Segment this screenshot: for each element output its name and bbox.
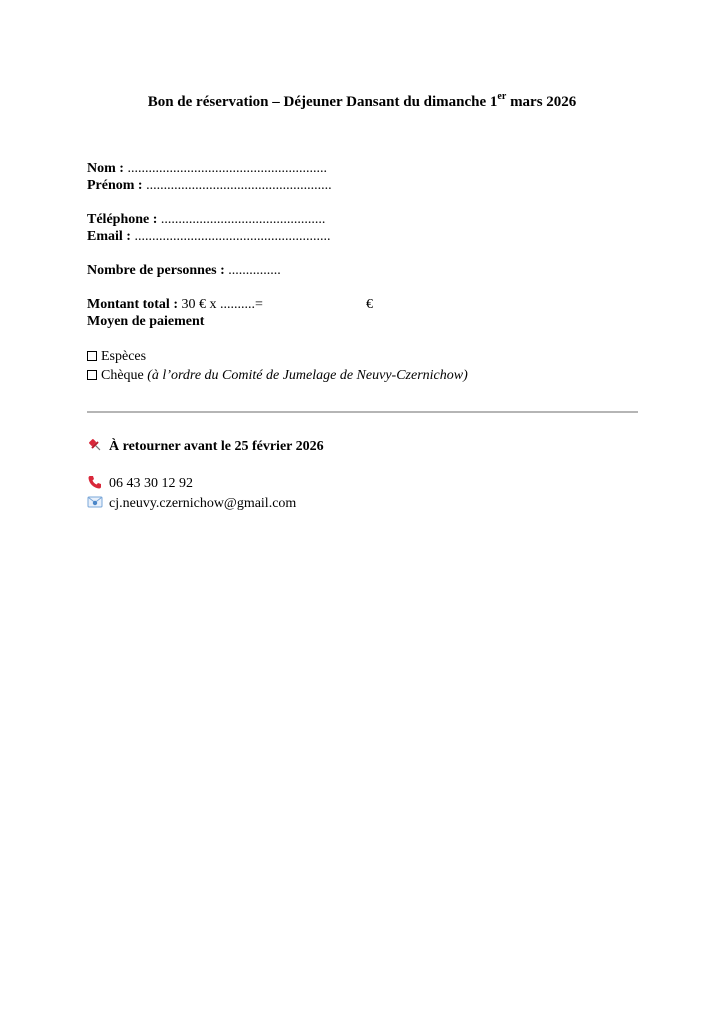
prenom-label: Prénom : (87, 178, 143, 193)
pushpin-icon (87, 437, 103, 453)
telephone-icon (87, 474, 103, 490)
email-line (87, 228, 330, 245)
cheque-option[interactable] (87, 367, 468, 384)
telephone-dots[interactable]: ............................................... (157, 212, 326, 227)
montant-text[interactable]: 30 € x ..........= (178, 297, 263, 312)
deadline-text: À retourner avant le 25 février 2026 (109, 439, 324, 454)
montant-label: Montant total : (87, 297, 178, 312)
divider (87, 411, 638, 413)
especes-option[interactable] (87, 348, 146, 365)
paiement-label: Moyen de paiement (87, 314, 205, 329)
phone-line (87, 474, 193, 492)
title-superscript: er (497, 91, 507, 102)
email-label: Email : (87, 229, 131, 244)
nom-line (87, 160, 327, 177)
email-address[interactable]: cj.neuvy.czernichow@gmail.com (109, 496, 297, 511)
prenom-dots[interactable]: ..................................................... (142, 178, 332, 193)
montant-currency: € (366, 297, 373, 312)
deadline-line (87, 437, 324, 455)
cheque-label: Chèque (101, 368, 144, 383)
montant-line (87, 296, 263, 313)
envelope-icon (87, 494, 103, 510)
nom-label: Nom : (87, 161, 124, 176)
personnes-label: Nombre de personnes : (87, 263, 225, 278)
page-title (0, 88, 724, 112)
telephone-line (87, 211, 325, 228)
personnes-line (87, 262, 281, 279)
phone-number[interactable]: 06 43 30 12 92 (109, 476, 193, 491)
cheque-checkbox[interactable] (87, 370, 97, 380)
prenom-line (87, 177, 332, 194)
personnes-dots[interactable]: ............... (224, 263, 281, 278)
cheque-note: (à l’ordre du Comité de Jumelage de Neuvy-Czernichow) (147, 368, 468, 383)
title-main: Bon de réservation – Déjeuner Dansant du dimanche 1 (147, 94, 498, 110)
nom-dots[interactable]: ......................................................... (123, 161, 327, 176)
especes-checkbox[interactable] (87, 351, 97, 361)
title-tail: mars 2026 (506, 94, 577, 110)
email-contact-line (87, 494, 296, 512)
telephone-label: Téléphone : (87, 212, 158, 227)
especes-label: Espèces (101, 349, 147, 364)
email-dots[interactable]: ........................................................ (130, 229, 331, 244)
